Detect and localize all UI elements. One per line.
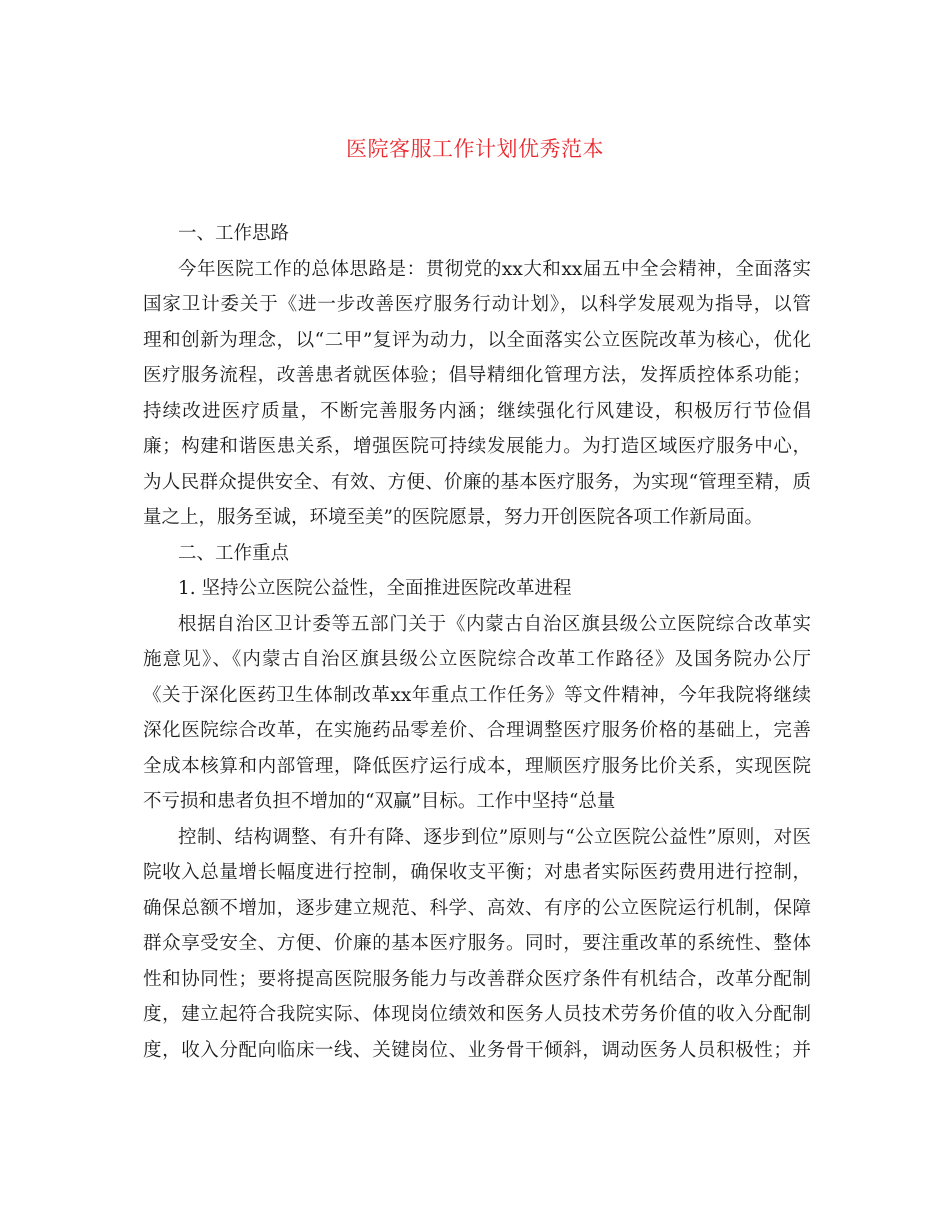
- text-line: 廉；构建和谐医患关系，增强医院可持续发展能力。为打造区域医疗服务中心，: [143, 436, 811, 457]
- text-line: 度，收入分配向临床一线、关键岗位、业务骨干倾斜，调动医务人员积极性；并: [143, 1039, 811, 1061]
- document-title: 医院客服工作计划优秀范本: [346, 137, 604, 161]
- text-line: 性和协同性；要将提高医院服务能力与改善群众医疗条件有机结合，改革分配制: [143, 968, 811, 990]
- text-line: 医疗服务流程，改善患者就医体验；倡导精细化管理方法，发挥质控体系功能；: [143, 365, 811, 386]
- text-line: 度，建立起符合我院实际、体现岗位绩效和医务人员技术劳务价值的收入分配制: [143, 1004, 811, 1025]
- text-line: 控制、结构调整、有升有降、逐步到位”原则与“公立医院公益性”原则，对医: [178, 826, 811, 848]
- text-line: 全成本核算和内部管理，降低医疗运行成本，理顺医疗服务比价关系，实现医院: [143, 755, 811, 777]
- text-line: 根据自治区卫计委等五部门关于《内蒙古自治区旗县级公立医院综合改革实: [178, 613, 811, 635]
- text-line: 1. 坚持公立医院公益性，全面推进医院改革进程: [178, 578, 572, 599]
- text-line: 《关于深化医药卫生体制改革xx年重点工作任务》等文件精神，今年我院将继续: [143, 684, 811, 706]
- text-line: 国家卫计委关于《进一步改善医疗服务行动计划》，以科学发展观为指导，以管: [143, 294, 811, 315]
- text-line: 量之上，服务至诚，环境至美”的医院愿景，努力开创医院各项工作新局面。: [143, 507, 763, 528]
- text-line: 不亏损和患者负担不增加的“双赢”目标。工作中坚持“总量: [143, 791, 616, 812]
- document-body: [143, 216, 811, 1068]
- text-line: 持续改进医疗质量，不断完善服务内涵；继续强化行风建设，积极厉行节俭倡: [143, 400, 811, 422]
- text-line: 今年医院工作的总体思路是：贯彻党的xx大和xx届五中全会精神，全面落实: [178, 258, 811, 280]
- text-line: 为人民群众提供安全、有效、方便、价廉的基本医疗服务，为实现“管理至精，质: [143, 471, 811, 493]
- text-line: 确保总额不增加，逐步建立规范、科学、高效、有序的公立医院运行机制，保障: [143, 897, 811, 919]
- text-line: 群众享受安全、方便、价廉的基本医疗服务。同时，要注重改革的系统性、整体: [143, 933, 811, 954]
- text-line: 一、工作思路: [178, 223, 290, 244]
- text-line: 深化医院综合改革，在实施药品零差价、合理调整医疗服务价格的基础上，完善: [143, 720, 811, 741]
- text-line: 理和创新为理念，以“二甲”复评为动力，以全面落实公立医院改革为核心，优化: [143, 329, 811, 351]
- text-line: 院收入总量增长幅度进行控制，确保收支平衡；对患者实际医药费用进行控制，: [143, 862, 811, 883]
- text-line: 施意见》、《内蒙古自治区旗县级公立医院综合改革工作路径》及国务院办公厅: [143, 649, 811, 670]
- text-line: 二、工作重点: [178, 542, 290, 564]
